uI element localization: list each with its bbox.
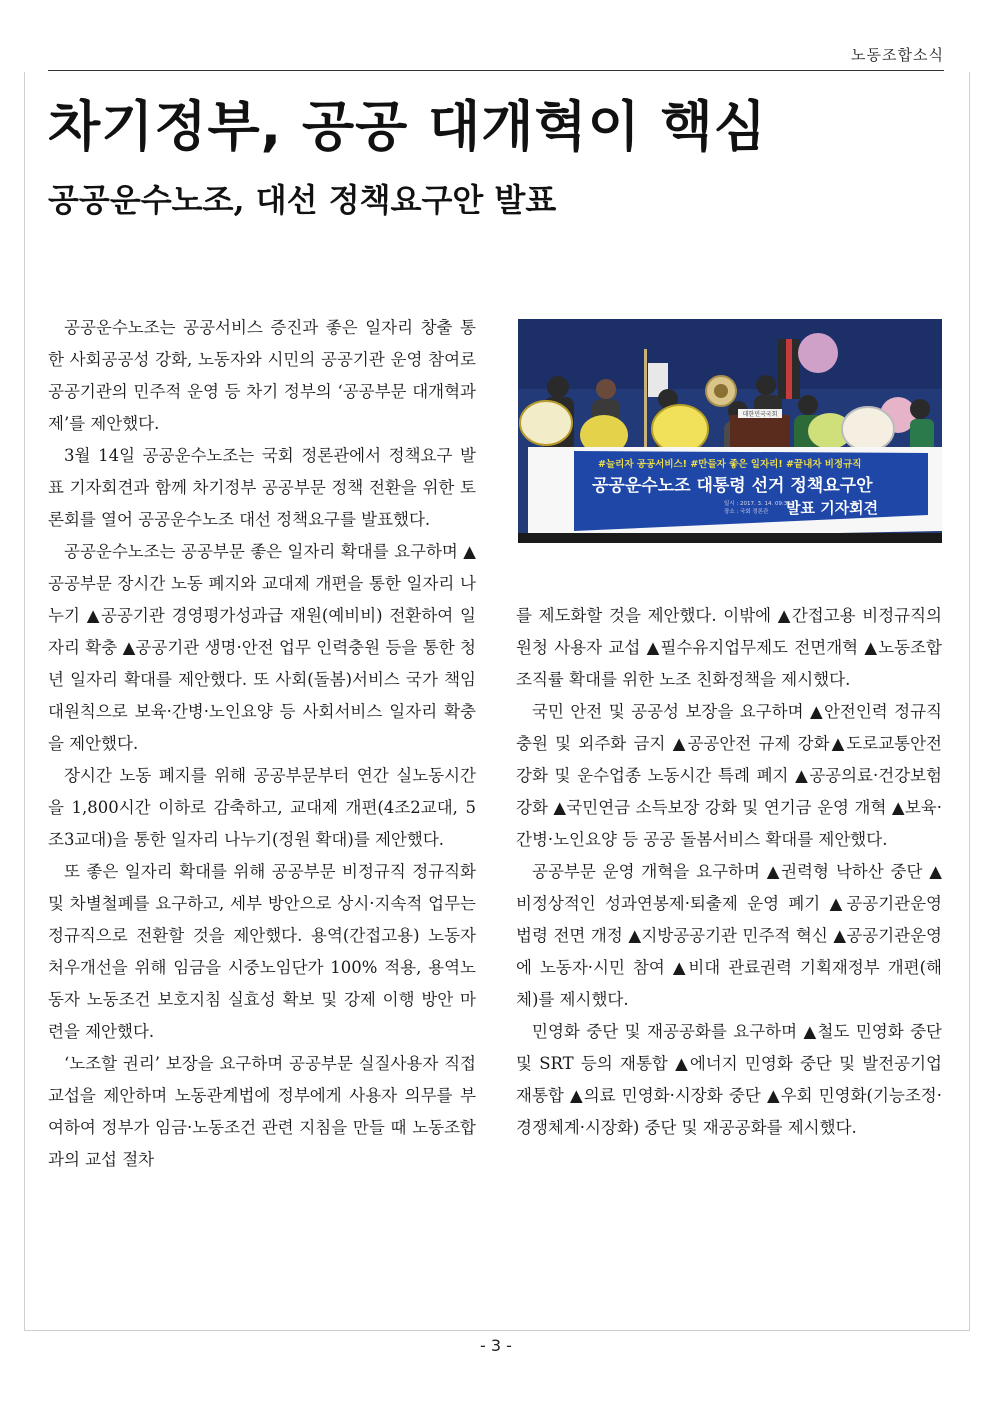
paragraph: 또 좋은 일자리 확대를 위해 공공부문 비정규직 정규직화 및 차별철폐를 요구하고, 세부 방안으로 상시·지속적 업무는 정규직으로 전환할 것을 제안했다. 용역(간접고용) 노동자 처우개선을 위해 임금을 시중노임단가 100% 적용, 용역노동자 노동조건 보호지침 실효성 확보 및 강제 이행 방안 마련을 제안했다. — [48, 862, 476, 1041]
paragraph: 3월 14일 공공운수노조는 국회 정론관에서 정책요구 발표 기자회견과 함께 차기정부 공공부문 정책 전환을 위한 토론회를 열어 공공운수노조 대선 정책요구를 발표했다. — [48, 446, 476, 529]
page-number: - 3 - — [480, 1336, 512, 1355]
section-label: 노동조합소식 — [851, 46, 944, 64]
header-rule — [48, 70, 944, 71]
podium — [730, 415, 790, 449]
article-title: 차기정부, 공공 대개혁이 핵심 — [48, 95, 767, 158]
paragraph: 민영화 중단 및 재공공화를 요구하며 ▲철도 민영화 중단 및 SRT 등의 재통합 ▲에너지 민영화 중단 및 발전공기업 재통합 ▲의료 민영화·시장화 중단 ▲우회 민영화(기능조정·경쟁체계·시장화) 중단 및 재공공화를 제시했다. — [516, 1022, 942, 1137]
paragraph: ‘노조할 권리’ 보장을 요구하며 공공부문 실질사용자 직접교섭을 제안하며 노동관계법에 정부에게 사용자 의무를 부여하여 정부가 임금·노동조건 관련 지침을 만들 때 노동조합과의 교섭 절차 — [48, 1054, 476, 1169]
paragraph: 공공운수노조는 공공부문 좋은 일자리 확대를 요구하며 ▲공공부문 장시간 노동 폐지와 교대제 개편을 통한 일자리 나누기 ▲공공기관 경영평가성과급 재원(예비비) 전환하여 일자리 확충 ▲공공기관 생명·안전 업무 인력충원 등을 통한 청년 일자리 확대를 제안했다. 또 사회(돌봄)서비스 국가 책임 대원칙으로 보육·간병·노인요양 등 사회서비스 일자리 확충을 제안했다. — [48, 542, 476, 753]
paragraph: 공공부문 운영 개혁을 요구하며 ▲권력형 낙하산 중단 ▲비정상적인 성과연봉제·퇴출제 운영 폐기 ▲공공기관운영 법령 전면 개정 ▲지방공공기관 민주적 혁신 ▲공공기관운영에 노동자·시민 참여 ▲비대 관료권력 기획재정부 개편(해체)를 제시했다. — [516, 862, 942, 1009]
banner-main-line1: 공공운수노조 대통령 선거 정책요구안 — [592, 476, 873, 496]
article-subtitle: 공공운수노조, 대선 정책요구안 발표 — [48, 181, 557, 219]
banner — [528, 447, 942, 539]
paragraph: 국민 안전 및 공공성 보장을 요구하며 ▲안전인력 정규직 충원 및 외주화 금지 ▲공공안전 규제 강화▲도로교통안전 강화 및 운수업종 노동시간 특례 폐지 ▲공공의료·건강보험 강화 ▲국민연금 소득보장 강화 및 연기금 운영 개혁 ▲보육·간병·노인요양 등 공공 돌봄서비스 확대를 제안했다. — [516, 702, 942, 849]
banner-top-text: #늘리자 공공서비스! #만들자 좋은 일자리! #끝내자 비정규직 — [598, 459, 862, 470]
banner-main-line2: 발표 기자회견 — [786, 499, 879, 517]
paragraph: 공공운수노조는 공공서비스 증진과 좋은 일자리 창출 통한 사회공공성 강화, 노동자와 시민의 공공기관 운영 참여로 공공기관의 민주적 운영 등 차기 정부의 ‘공공부문 대개혁과제’를 제안했다. — [48, 318, 476, 433]
banner-info-line1: 일시 : 2017. 3. 14. 09:30 — [724, 501, 791, 507]
paragraph: 장시간 노동 폐지를 위해 공공부문부터 연간 실노동시간을 1,800시간 이하로 감축하고, 교대제 개편(4조2교대, 5조3교대)을 통한 일자리 나누기(정원 확대)를 제안했다. — [48, 766, 476, 849]
paragraph: 를 제도화할 것을 제안했다. 이밖에 ▲간접고용 비정규직의 원청 사용자 교섭 ▲필수유지업무제도 전면개혁 ▲노동조합 조직률 확대를 위한 노조 친화정책을 제시했다. — [516, 606, 942, 689]
right-column — [516, 600, 942, 1144]
podium-label: 대한민국국회 — [742, 411, 778, 418]
press-conference-photo — [518, 319, 942, 543]
left-column — [48, 312, 476, 1176]
banner-info-line2: 장소 : 국회 정론관 — [724, 509, 769, 515]
